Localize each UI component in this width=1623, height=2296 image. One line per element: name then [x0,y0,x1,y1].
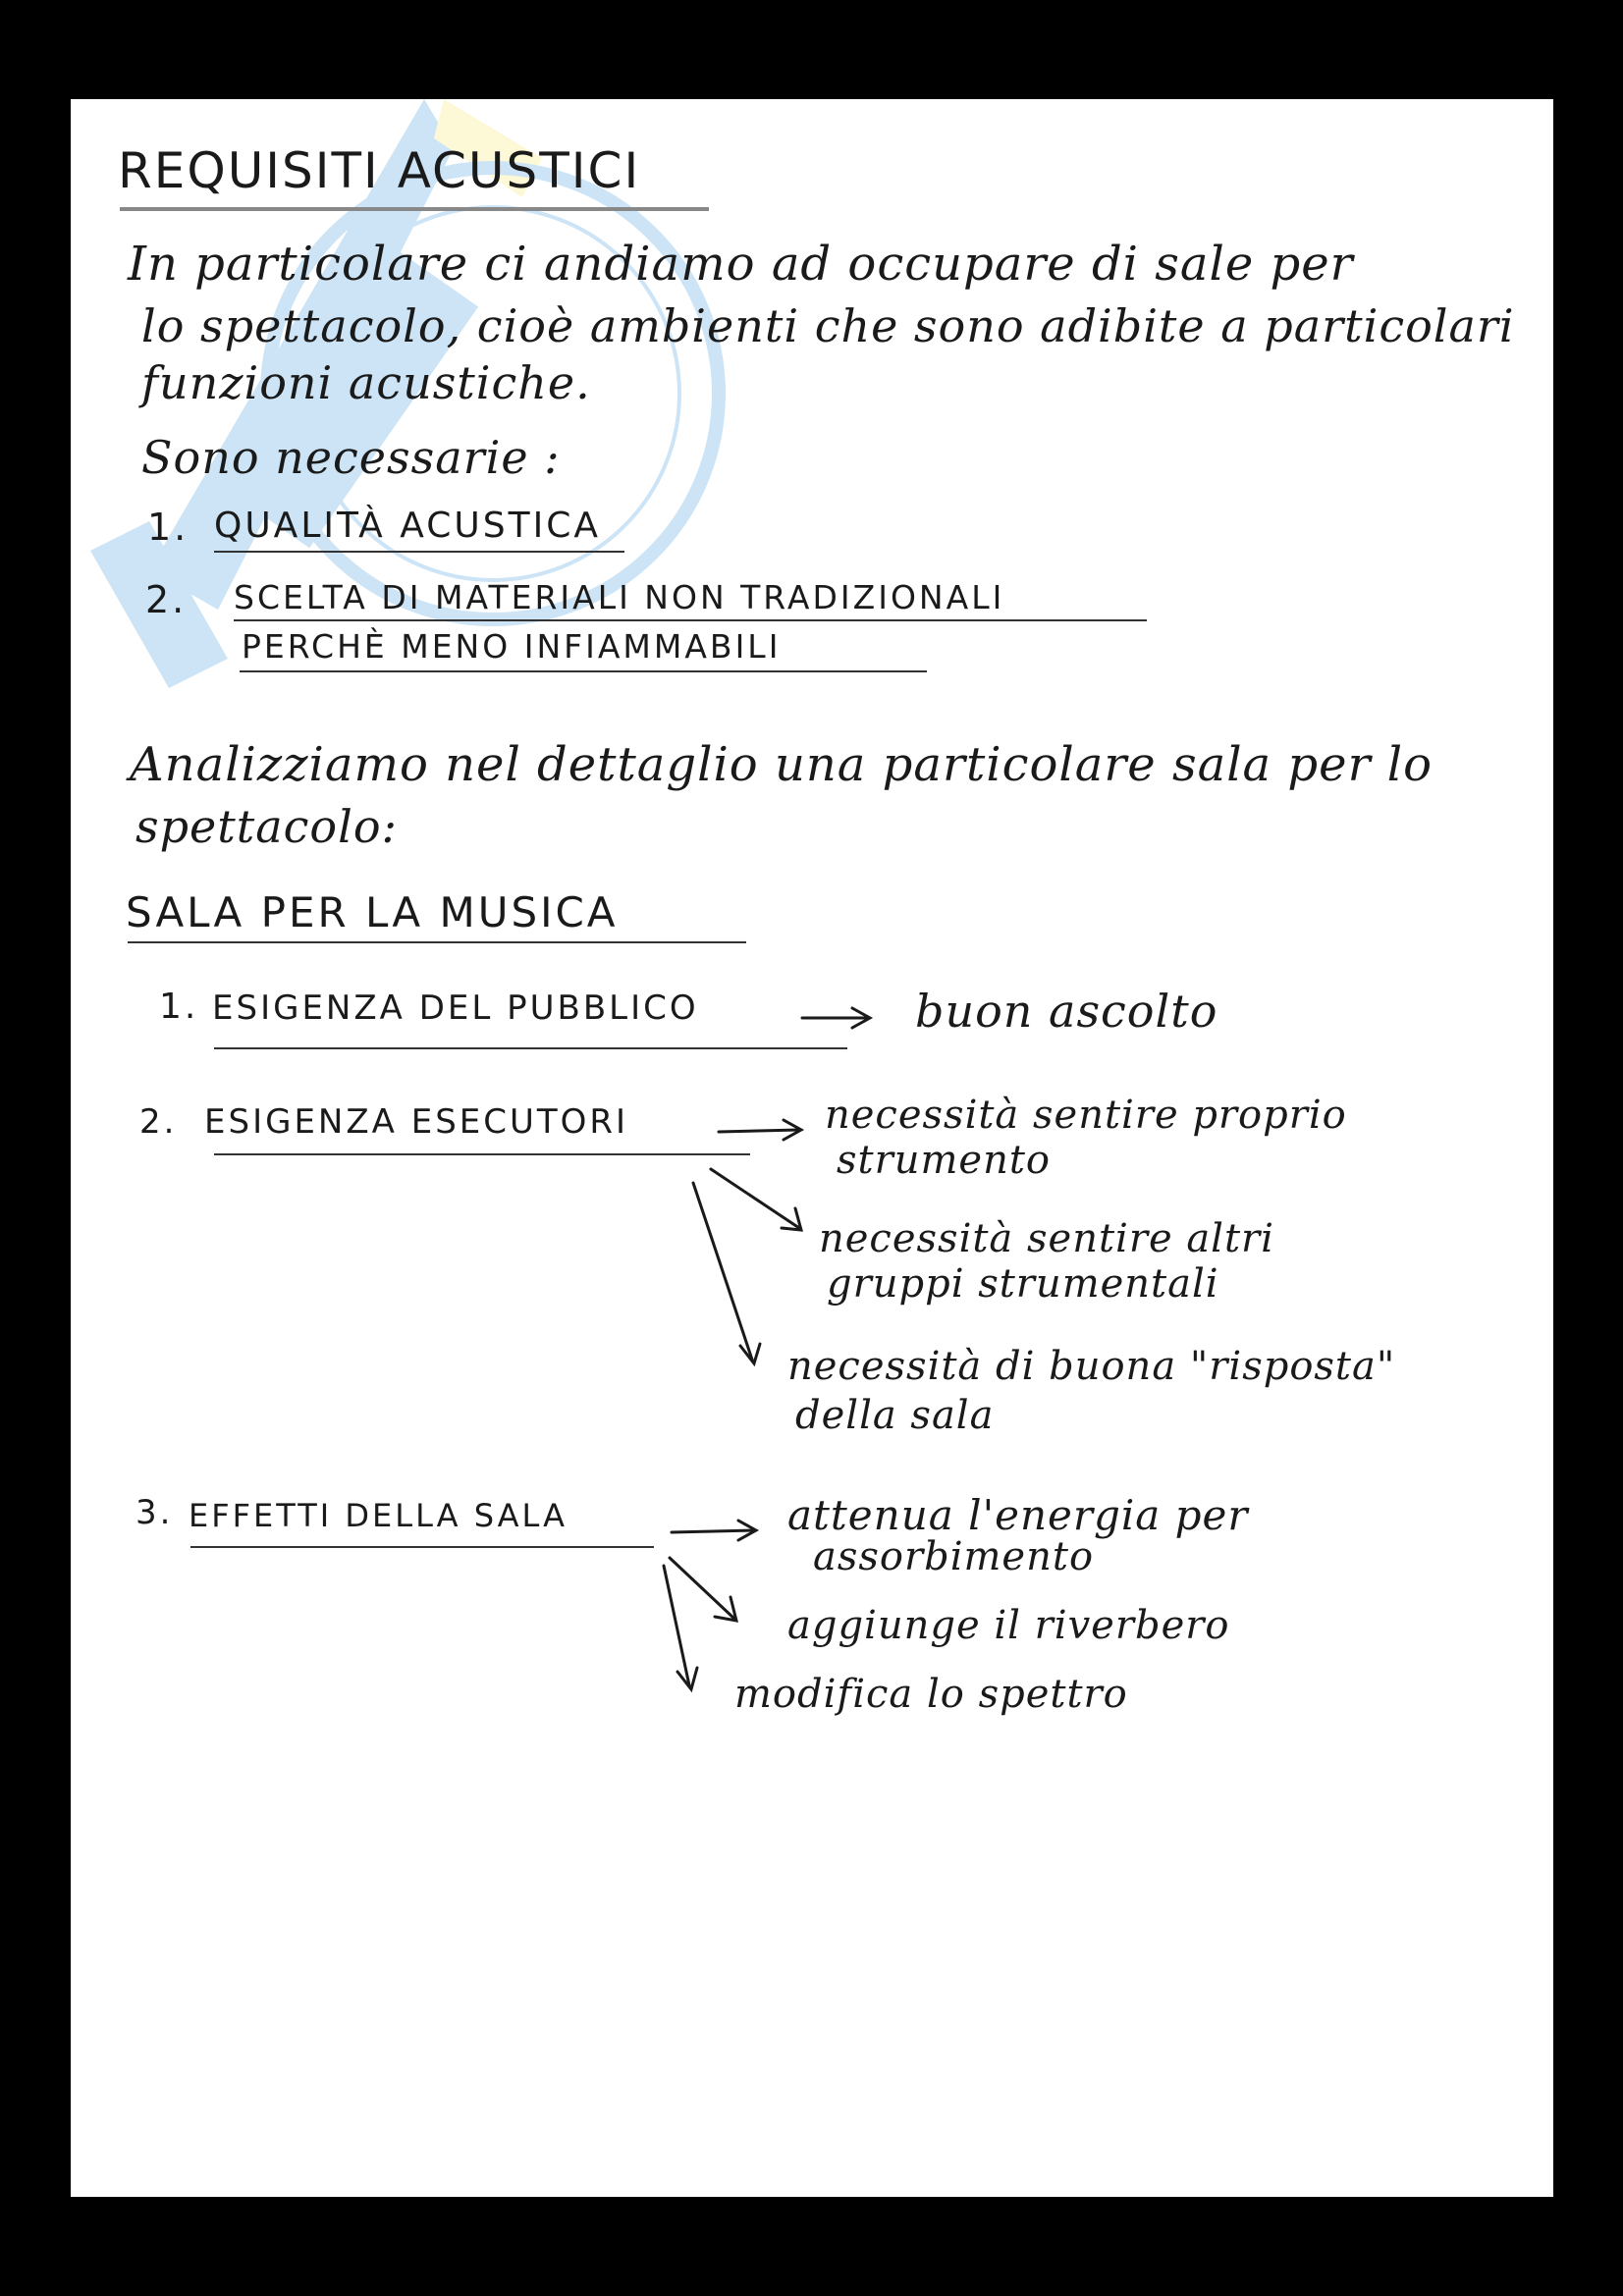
arrow-icon [802,1008,870,1028]
section-item-2-result-1-line-1: necessità sentire proprio [825,1093,1347,1138]
section-item-3-num: 3. [135,1493,174,1532]
analysis-line-1: Analizziamo nel dettaglio una particolare sala per lo [130,737,1434,792]
necessary-item-2-num: 2. [145,578,188,621]
necessary-item-1-num: 1. [147,506,189,549]
arrow-icon [670,1558,736,1621]
arrows-layer [71,99,1553,2197]
section-item-3-label: EFFETTI DELLA SALA [189,1497,568,1534]
section-item-3-result-2: aggiunge il riverbero [787,1603,1230,1648]
section-item-2-num: 2. [139,1102,178,1142]
page-title: REQUISITI ACUSTICI [118,142,641,199]
section-item-3-result-1-line-1: attenua l'energia per [787,1491,1249,1539]
section-item-2-result-2-line-1: necessità sentire altri [819,1216,1274,1261]
intro-line-3: funzioni acustiche. [141,356,591,409]
handwritten-page [71,99,1553,2197]
section-item-2-label: ESIGENZA ESECUTORI [204,1102,629,1142]
necessary-item-2-text-line-2: PERCHÈ MENO INFIAMMABILI [242,627,782,666]
necessary-heading: Sono necessarie : [141,431,561,484]
section-item-1-result: buon ascolto [915,985,1218,1038]
necessary-item-1-text: QUALITÀ ACUSTICA [214,506,601,546]
section-item-2-result-3-line-1: necessità di buona "risposta" [787,1344,1396,1389]
section-item-3-result-3: modifica lo spettro [734,1672,1128,1717]
intro-line-1: In particolare ci andiamo ad occupare di sale per [128,237,1354,292]
intro-line-2: lo spettacolo, cioè ambienti che sono adibite a particolari [141,299,1515,352]
section-item-2-result-1-line-2: strumento [837,1138,1052,1183]
arrow-icon [672,1521,756,1540]
arrow-icon [719,1120,801,1140]
section-item-1-label: ESIGENZA DEL PUBBLICO [212,988,699,1028]
arrow-icon [711,1169,801,1230]
arrow-icon [664,1566,697,1689]
arrow-icon [693,1183,760,1363]
section-item-2-result-3-line-2: della sala [795,1393,995,1438]
analysis-line-2: spettacolo: [135,800,399,853]
necessary-item-2-text: SCELTA DI MATERIALI NON TRADIZIONALI [234,578,1005,616]
section-item-3-result-1-line-2: assorbimento [813,1534,1095,1579]
section-title: SALA PER LA MUSICA [126,888,619,936]
section-item-1-num: 1. [159,987,199,1027]
section-item-2-result-2-line-2: gruppi strumentali [827,1261,1219,1307]
